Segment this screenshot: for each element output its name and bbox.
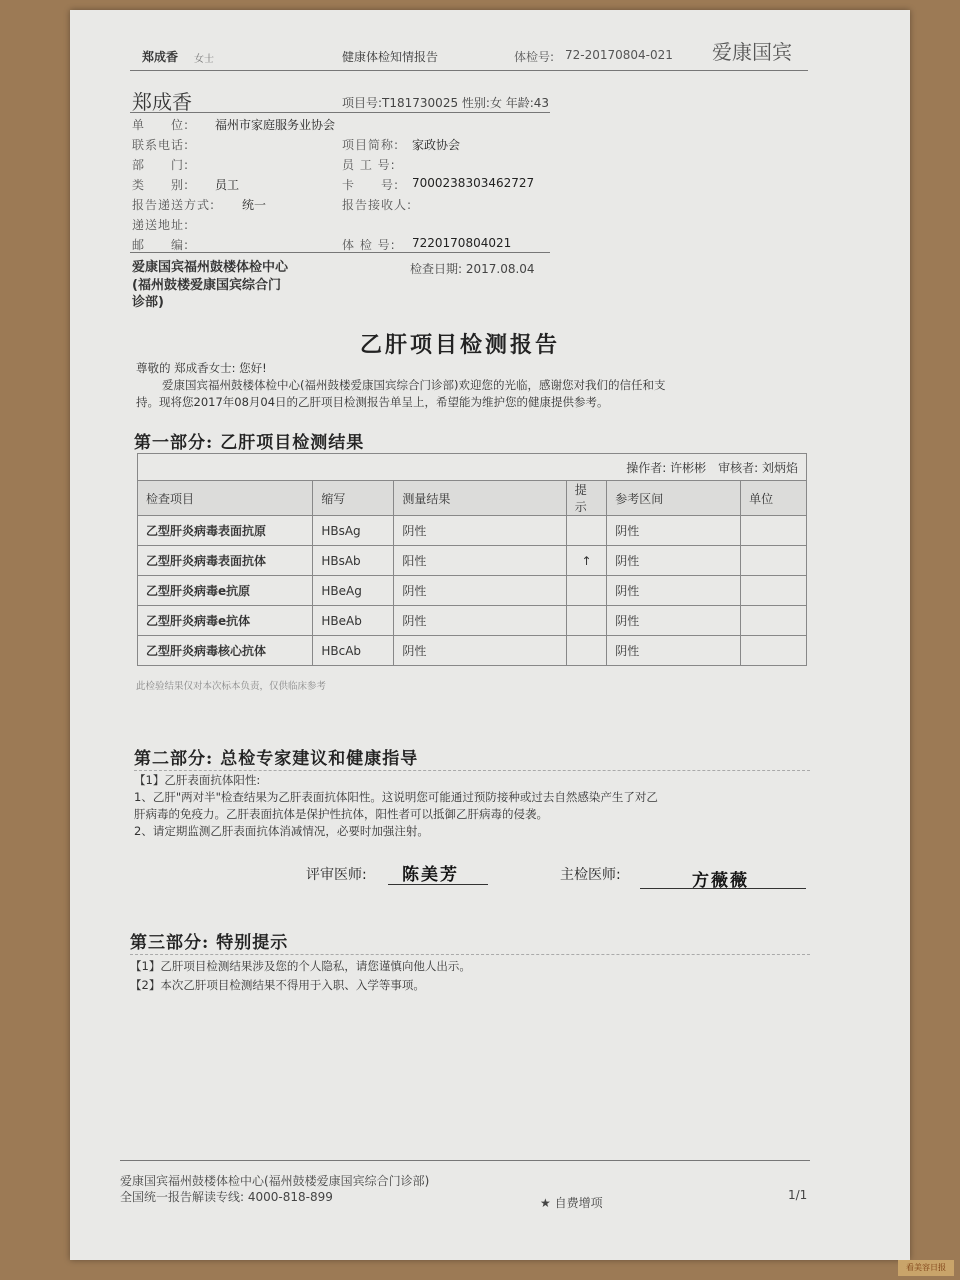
results-table	[137, 453, 807, 666]
field-label-delivery: 报告递送方式:	[132, 198, 216, 212]
cell-result: 阴性	[394, 606, 566, 636]
field-label-postcode: 邮 编:	[132, 238, 190, 252]
field-value-exam-no: 7220170804021	[412, 236, 512, 250]
field-label-exam-no: 体 检 号:	[342, 238, 396, 252]
reviewer-signature-line	[388, 884, 488, 885]
table-row	[138, 516, 807, 546]
field-label-department: 部 门:	[132, 158, 190, 172]
header-divider	[130, 70, 808, 71]
check-date: 检查日期: 2017.08.04	[410, 262, 535, 276]
field-value-card-no: 7000238303462727	[412, 176, 535, 190]
field-value-project-short: 家政协会	[412, 138, 461, 152]
report-title: 乙肝项目检测报告	[360, 332, 561, 358]
table-footnote: 此检验结果仅对本次标本负责，仅供临床参考	[136, 681, 327, 692]
col-header-item: 检查项目	[138, 481, 313, 516]
cell-reference: 阴性	[607, 516, 741, 546]
cell-unit	[741, 636, 807, 666]
table-operator-row	[138, 454, 807, 481]
cell-unit	[741, 516, 807, 546]
col-header-reference: 参考区间	[607, 481, 741, 516]
cell-hint	[566, 516, 607, 546]
field-label-employee-no: 员 工 号:	[342, 158, 396, 172]
cell-result: 阳性	[394, 546, 566, 576]
intro-line-2: 持。现将您2017年08月04日的乙肝项目检测报告单呈上，希望能为维护您的健康提供参考。	[136, 395, 609, 409]
footer-divider	[120, 1160, 810, 1161]
cell-item: 乙型肝炎病毒表面抗原	[138, 516, 313, 546]
table-row	[138, 576, 807, 606]
col-header-hint: 提示	[566, 481, 607, 516]
field-value-unit: 福州市家庭服务业协会	[215, 118, 336, 132]
cell-abbr: HBeAb	[313, 606, 394, 636]
cell-reference: 阴性	[607, 636, 741, 666]
chief-signature: 方薇薇	[692, 871, 749, 891]
brand-logo-text: 爱康国宾	[712, 40, 792, 64]
chief-label: 主检医师:	[560, 867, 621, 883]
cell-abbr: HBsAg	[313, 516, 394, 546]
field-label-project-short: 项目简称:	[342, 138, 400, 152]
greeting: 尊敬的 郑成香女士: 您好!	[136, 361, 267, 375]
section-3-title: 第三部分: 特别提示	[130, 933, 289, 953]
cell-reference: 阴性	[607, 546, 741, 576]
patient-name: 郑成香	[132, 90, 192, 114]
reviewer-label: 评审医师:	[306, 867, 367, 883]
notice-line-2: 【2】本次乙肝项目检测结果不得用于入职、入学等事项。	[130, 978, 425, 992]
field-label-card-no: 卡 号:	[342, 178, 400, 192]
cell-item: 乙型肝炎病毒核心抗体	[138, 636, 313, 666]
center-name-line-2: (福州鼓楼爱康国宾综合门	[132, 278, 281, 293]
operator-line: 操作者: 许彬彬 审核者: 刘炳焰	[138, 454, 807, 481]
cell-hint	[566, 576, 607, 606]
cell-hint	[566, 636, 607, 666]
cell-reference: 阴性	[607, 576, 741, 606]
project-line: 项目号:T181730025 性别:女 年龄:43	[342, 96, 550, 110]
field-label-address: 递送地址:	[132, 218, 190, 232]
cell-item: 乙型肝炎病毒e抗体	[138, 606, 313, 636]
cell-item: 乙型肝炎病毒表面抗体	[138, 546, 313, 576]
center-name-line-1: 爱康国宾福州鼓楼体检中心	[132, 260, 289, 275]
cell-abbr: HBcAb	[313, 636, 394, 666]
cell-result: 阴性	[394, 636, 566, 666]
advice-line-3: 肝病毒的免疫力。乙肝表面抗体是保护性抗体，阳性者可以抵御乙肝病毒的侵袭。	[134, 807, 548, 821]
watermark-stamp: 看美容日报	[898, 1260, 954, 1276]
name-underline	[130, 112, 550, 113]
field-value-delivery: 统一	[242, 198, 267, 212]
header-exam-no-label: 体检号:	[514, 50, 555, 64]
cell-unit	[741, 576, 807, 606]
field-label-category: 类 别:	[132, 178, 190, 192]
table-row	[138, 546, 807, 576]
cell-hint	[566, 606, 607, 636]
cell-hint-up-arrow-icon: ↑	[566, 546, 607, 576]
table-header-row	[138, 481, 807, 516]
header-patient-name: 郑成香	[142, 50, 179, 64]
advice-line-4: 2、请定期监测乙肝表面抗体消减情况，必要时加强注射。	[134, 824, 429, 838]
section-2-title: 第二部分: 总检专家建议和健康指导	[134, 749, 419, 769]
field-label-unit: 单 位:	[132, 118, 190, 132]
report-page	[70, 10, 910, 1260]
center-name-line-3: 诊部)	[132, 295, 164, 310]
advice-line-1: 【1】乙肝表面抗体阳性:	[134, 773, 261, 787]
field-value-category: 员工	[215, 178, 240, 192]
header-salutation: 女士	[194, 54, 214, 65]
cell-unit	[741, 606, 807, 636]
cell-unit	[741, 546, 807, 576]
footer-center-name: 爱康国宾福州鼓楼体检中心(福州鼓楼爱康国宾综合门诊部)	[120, 1174, 430, 1188]
intro-line-1: 爱康国宾福州鼓楼体检中心(福州鼓楼爱康国宾综合门诊部)欢迎您的光临，感谢您对我们的信任和支	[162, 378, 666, 392]
chief-signature-line	[640, 888, 806, 889]
footer-hotline: 全国统一报告解读专线: 4000-818-899	[120, 1190, 333, 1204]
header-report-type: 健康体检知情报告	[342, 50, 439, 64]
section-1-title: 第一部分: 乙肝项目检测结果	[134, 433, 365, 453]
advice-line-2: 1、乙肝"两对半"检查结果为乙肝表面抗体阳性。这说明您可能通过预防接种或过去自然感染产生了对乙	[134, 790, 658, 804]
footer-legend-star-icon: ★ 自费增项	[540, 1196, 603, 1210]
cell-abbr: HBsAb	[313, 546, 394, 576]
col-header-abbr: 缩写	[313, 481, 394, 516]
col-header-unit: 单位	[741, 481, 807, 516]
cell-result: 阴性	[394, 576, 566, 606]
table-row	[138, 606, 807, 636]
notice-line-1: 【1】乙肝项目检测结果涉及您的个人隐私，请您谨慎向他人出示。	[130, 959, 471, 973]
header-exam-no: 72-20170804-021	[565, 48, 673, 62]
col-header-result: 测量结果	[394, 481, 566, 516]
table-row	[138, 636, 807, 666]
reviewer-signature: 陈美芳	[402, 865, 459, 885]
cell-result: 阴性	[394, 516, 566, 546]
section-3-divider	[130, 954, 810, 955]
footer-page-number: 1/1	[788, 1188, 808, 1202]
cell-abbr: HBeAg	[313, 576, 394, 606]
info-divider	[130, 252, 550, 253]
cell-reference: 阴性	[607, 606, 741, 636]
field-label-phone: 联系电话:	[132, 138, 190, 152]
cell-item: 乙型肝炎病毒e抗原	[138, 576, 313, 606]
section-2-divider	[134, 770, 810, 771]
field-label-receiver: 报告接收人:	[342, 198, 413, 212]
